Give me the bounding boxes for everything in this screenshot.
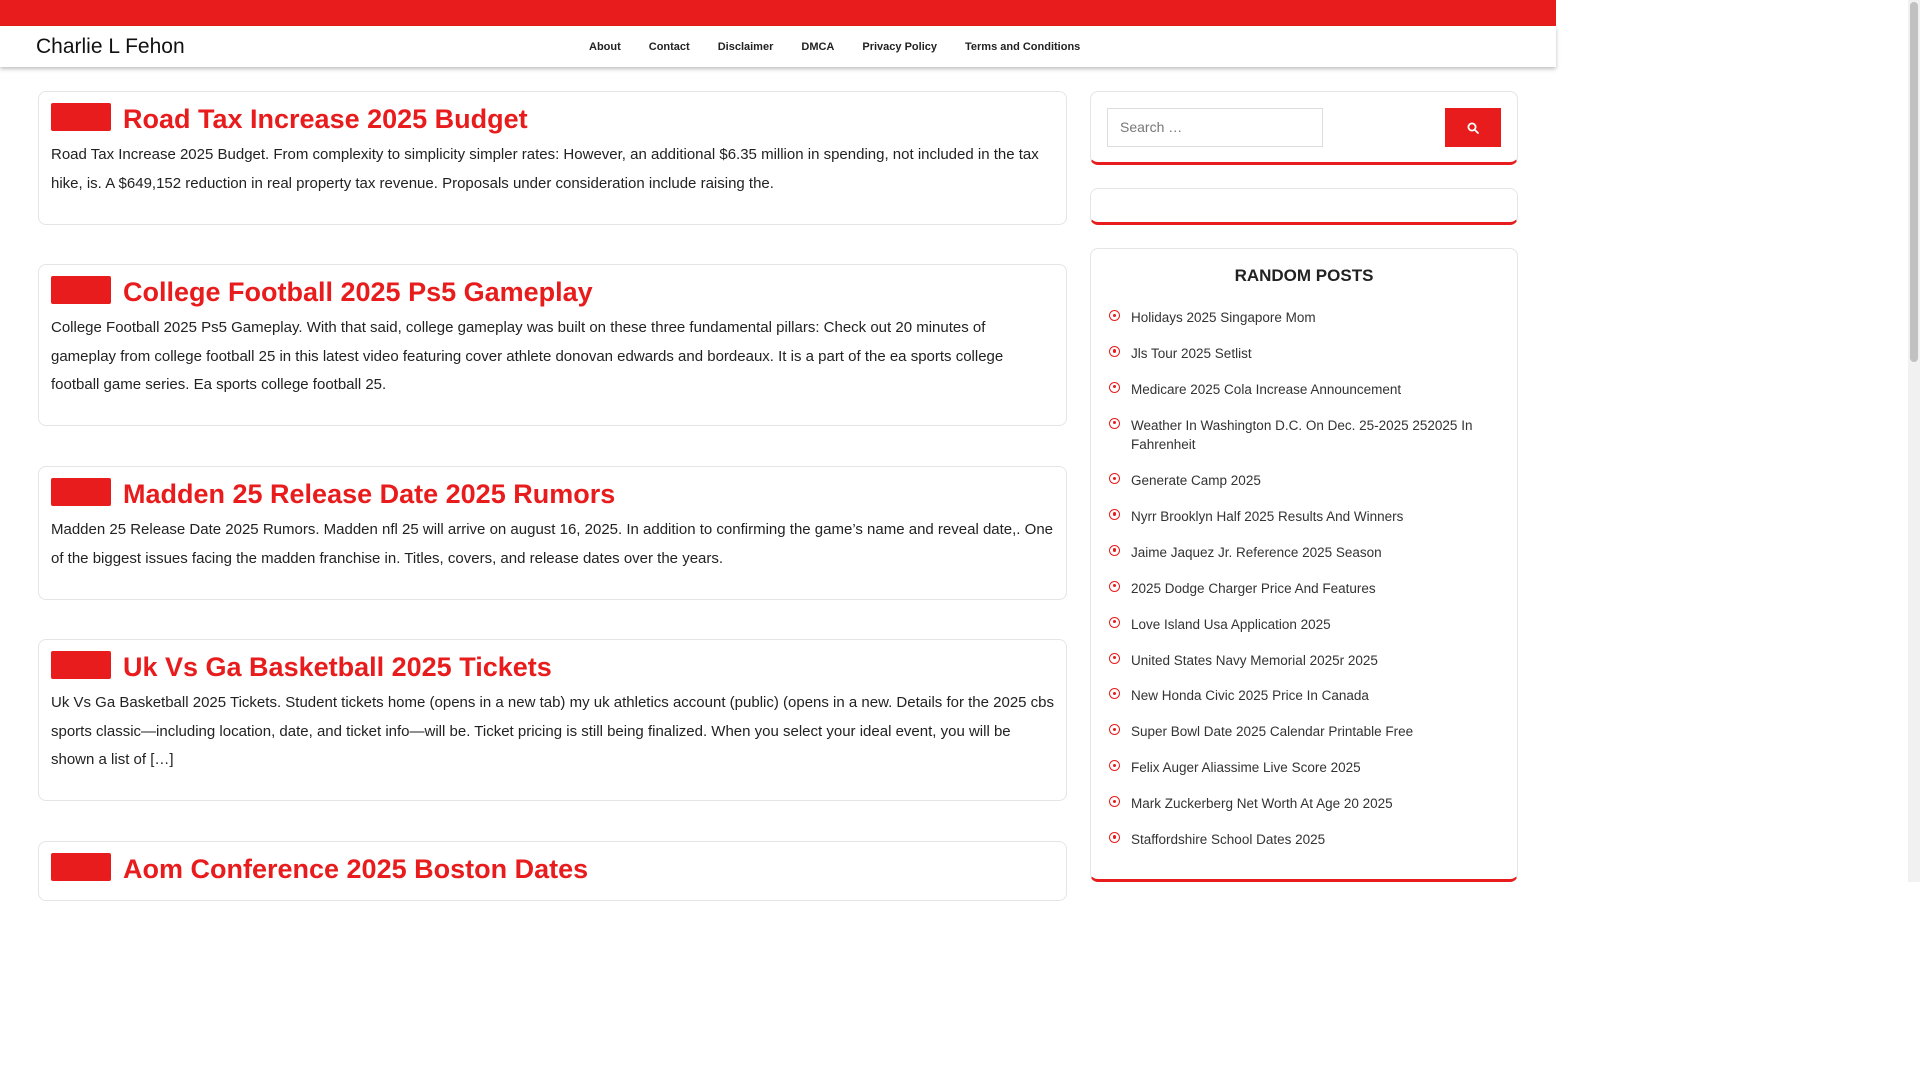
list-item[interactable] <box>1109 651 1503 671</box>
random-post-link[interactable]: Medicare 2025 Cola Increase Announcement <box>1131 381 1402 397</box>
nav-terms[interactable]: Terms and Conditions <box>964 40 1081 53</box>
random-post-link[interactable]: Super Bowl Date 2025 Calendar Printable Free <box>1131 724 1414 740</box>
post-excerpt: College Football 2025 Ps5 Gameplay. With that said, college gameplay was built on these three fundamental pillars: Check out 20 minutes of gameplay from college football 25 in this latest video featuring cover athlete donovan edwards and bordeaux. It is a part of the ea sports college football game series. Ea sports college football 25. <box>51 319 1004 394</box>
circle-dot-icon <box>1109 724 1120 735</box>
random-post-link[interactable]: Generate Camp 2025 <box>1131 473 1261 489</box>
main-nav <box>575 26 1094 67</box>
page-scrollbar[interactable] <box>1908 0 1920 882</box>
random-posts-list <box>1091 308 1517 849</box>
circle-dot-icon <box>1109 688 1120 699</box>
search-button[interactable] <box>1445 108 1501 147</box>
circle-dot-icon <box>1109 473 1120 484</box>
post-card <box>38 91 1067 225</box>
random-post-link[interactable]: Holidays 2025 Singapore Mom <box>1131 310 1316 325</box>
random-post-link[interactable]: Nyrr Brooklyn Half 2025 Results And Winners <box>1131 508 1404 524</box>
post-category-tag[interactable] <box>51 103 111 131</box>
post-card <box>38 841 1067 901</box>
list-item[interactable] <box>1109 380 1503 400</box>
post-title[interactable]: Road Tax Increase 2025 Budget <box>123 104 528 134</box>
circle-dot-icon <box>1109 382 1120 393</box>
post-excerpt: Road Tax Increase 2025 Budget. From complexity to simplicity simpler rates: However, an additional $6.35 million in spending, not included in the tax hike, is. A $649,152 reduction in real property tax revenue. Proposals under consideration include raising the. <box>51 146 1039 192</box>
list-item[interactable] <box>1109 615 1503 635</box>
list-item[interactable] <box>1109 507 1503 527</box>
search-widget <box>1090 91 1518 165</box>
nav-dmca[interactable]: DMCA <box>801 40 835 53</box>
nav-contact[interactable]: Contact <box>648 40 690 53</box>
random-post-link[interactable]: Jaime Jaquez Jr. Reference 2025 Season <box>1131 544 1382 560</box>
random-post-link[interactable]: United States Navy Memorial 2025r 2025 <box>1131 652 1378 668</box>
random-posts-widget <box>1090 248 1518 882</box>
post-excerpt: Madden 25 Release Date 2025 Rumors. Madden nfl 25 will arrive on august 16, 2025. In addition to confirming the game’s name and reveal date,. One of the biggest issues facing the madden franchise in. Titles, covers, and release dates over the years. <box>51 521 1053 567</box>
post-card <box>38 466 1067 600</box>
scrollbar-thumb[interactable] <box>1910 2 1918 362</box>
random-post-link[interactable]: Mark Zuckerberg Net Worth At Age 20 2025 <box>1131 796 1393 812</box>
post-title[interactable]: Aom Conference 2025 Boston Dates <box>123 854 589 884</box>
post-card <box>38 639 1067 801</box>
post-excerpt: Uk Vs Ga Basketball 2025 Tickets. Student tickets home (opens in a new tab) my uk athletics account (public) (opens in a new. Details for the 2025 cbs sports classic—including location, date, and ticket info—will be. Ticket pricing is still being finalized. When you select your ideal event, you will be shown a list of […] <box>51 694 1055 769</box>
circle-dot-icon <box>1109 617 1120 628</box>
site-title[interactable]: Charlie L Fehon <box>36 35 185 58</box>
circle-dot-icon <box>1109 418 1120 429</box>
list-item[interactable] <box>1109 308 1503 328</box>
list-item[interactable] <box>1109 722 1503 742</box>
circle-dot-icon <box>1109 509 1120 520</box>
search-input[interactable]: Search … <box>1107 108 1323 147</box>
top-accent-bar <box>0 0 1556 26</box>
circle-dot-icon <box>1109 346 1120 357</box>
random-post-link[interactable]: New Honda Civic 2025 Price In Canada <box>1131 688 1369 704</box>
nav-privacy-policy[interactable]: Privacy Policy <box>862 40 937 53</box>
nav-about[interactable]: About <box>589 40 621 53</box>
site-header <box>0 26 1556 67</box>
list-item[interactable] <box>1109 686 1503 706</box>
post-title[interactable]: College Football 2025 Ps5 Gameplay <box>123 277 593 307</box>
circle-dot-icon <box>1109 760 1120 771</box>
list-item[interactable] <box>1109 830 1503 850</box>
empty-widget <box>1090 188 1518 225</box>
list-item[interactable] <box>1109 471 1503 491</box>
circle-dot-icon <box>1109 796 1120 807</box>
post-title[interactable]: Madden 25 Release Date 2025 Rumors <box>123 479 616 509</box>
random-post-link[interactable]: Staffordshire School Dates 2025 <box>1131 831 1326 847</box>
list-item[interactable] <box>1109 758 1503 778</box>
random-post-link[interactable]: Love Island Usa Application 2025 <box>1131 616 1331 632</box>
random-post-link[interactable]: Weather In Washington D.C. On Dec. 25-2025 252025 In Fahrenheit <box>1131 417 1473 453</box>
list-item[interactable] <box>1109 416 1503 455</box>
circle-dot-icon <box>1109 653 1120 664</box>
random-posts-heading: RANDOM POSTS <box>1234 266 1374 285</box>
post-category-tag[interactable] <box>51 651 111 679</box>
list-item[interactable] <box>1109 794 1503 814</box>
circle-dot-icon <box>1109 310 1120 321</box>
post-title[interactable]: Uk Vs Ga Basketball 2025 Tickets <box>123 652 552 682</box>
circle-dot-icon <box>1109 545 1120 556</box>
circle-dot-icon <box>1109 581 1120 592</box>
post-category-tag[interactable] <box>51 853 111 881</box>
circle-dot-icon <box>1109 832 1120 843</box>
post-card <box>38 264 1067 426</box>
nav-disclaimer[interactable]: Disclaimer <box>717 40 774 53</box>
random-post-link[interactable]: Jls Tour 2025 Setlist <box>1131 345 1252 361</box>
post-category-tag[interactable] <box>51 478 111 506</box>
random-post-link[interactable]: 2025 Dodge Charger Price And Features <box>1131 580 1376 596</box>
random-post-link[interactable]: Felix Auger Aliassime Live Score 2025 <box>1131 760 1361 776</box>
list-item[interactable] <box>1109 344 1503 364</box>
search-icon <box>1467 122 1479 134</box>
post-category-tag[interactable] <box>51 276 111 304</box>
list-item[interactable] <box>1109 543 1503 563</box>
list-item[interactable] <box>1109 579 1503 599</box>
